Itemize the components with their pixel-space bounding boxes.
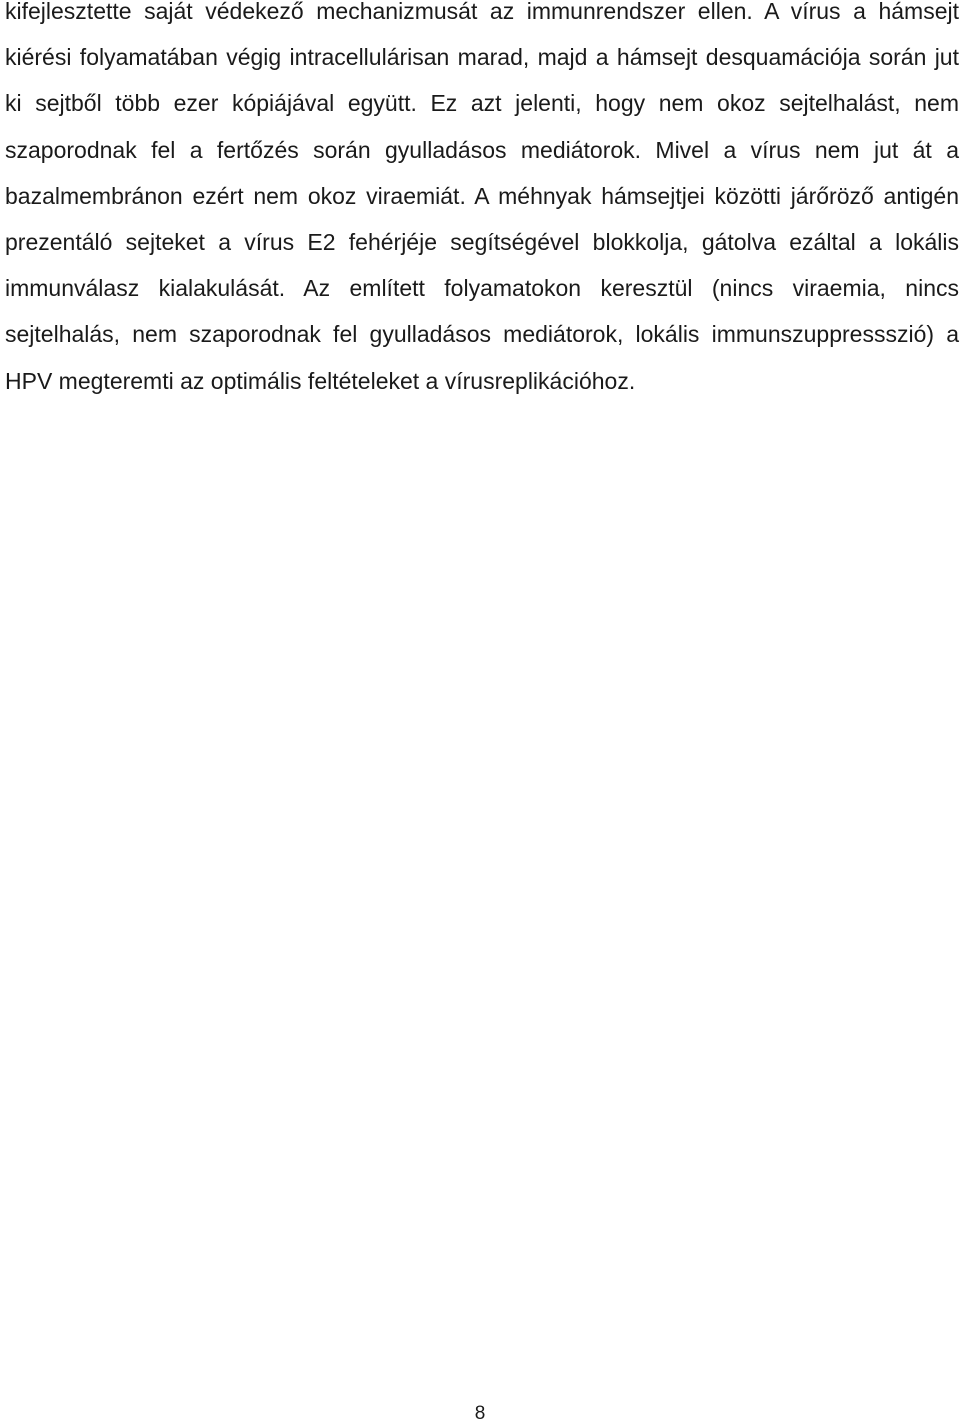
page-number: 8 bbox=[474, 1403, 486, 1424]
body-paragraph: kifejlesztette saját védekező mechanizmusát az immunrendszer ellen. A vírus a hámsejt kiérési folyamatában végig intracellulárisan marad, majd a hámsejt desquamációja során jut ki sejtből több ezer kópiájával együtt. Ez azt jelenti, hogy nem okoz sejtelhalást, nem szaporodnak fel a fertőzés során gyulladásos mediátorok. Mivel a vírus nem jut át a bazalmembránon ezért nem okoz viraemiát. A méhnyak hámsejtjei közötti járőröző antigén prezentáló sejteket a vírus E2 fehérjéje segítségével blokkolja, gátolva ezáltal a lokális immunválasz kialakulását. Az említett folyamatokon keresztül (nincs viraemia, nincs sejtelhalás, nem szaporodnak fel gyulladásos mediátorok, lokális immunszuppressszió) a HPV megteremti az optimális feltételeket a vírusreplikációhoz. bbox=[5, 0, 959, 394]
